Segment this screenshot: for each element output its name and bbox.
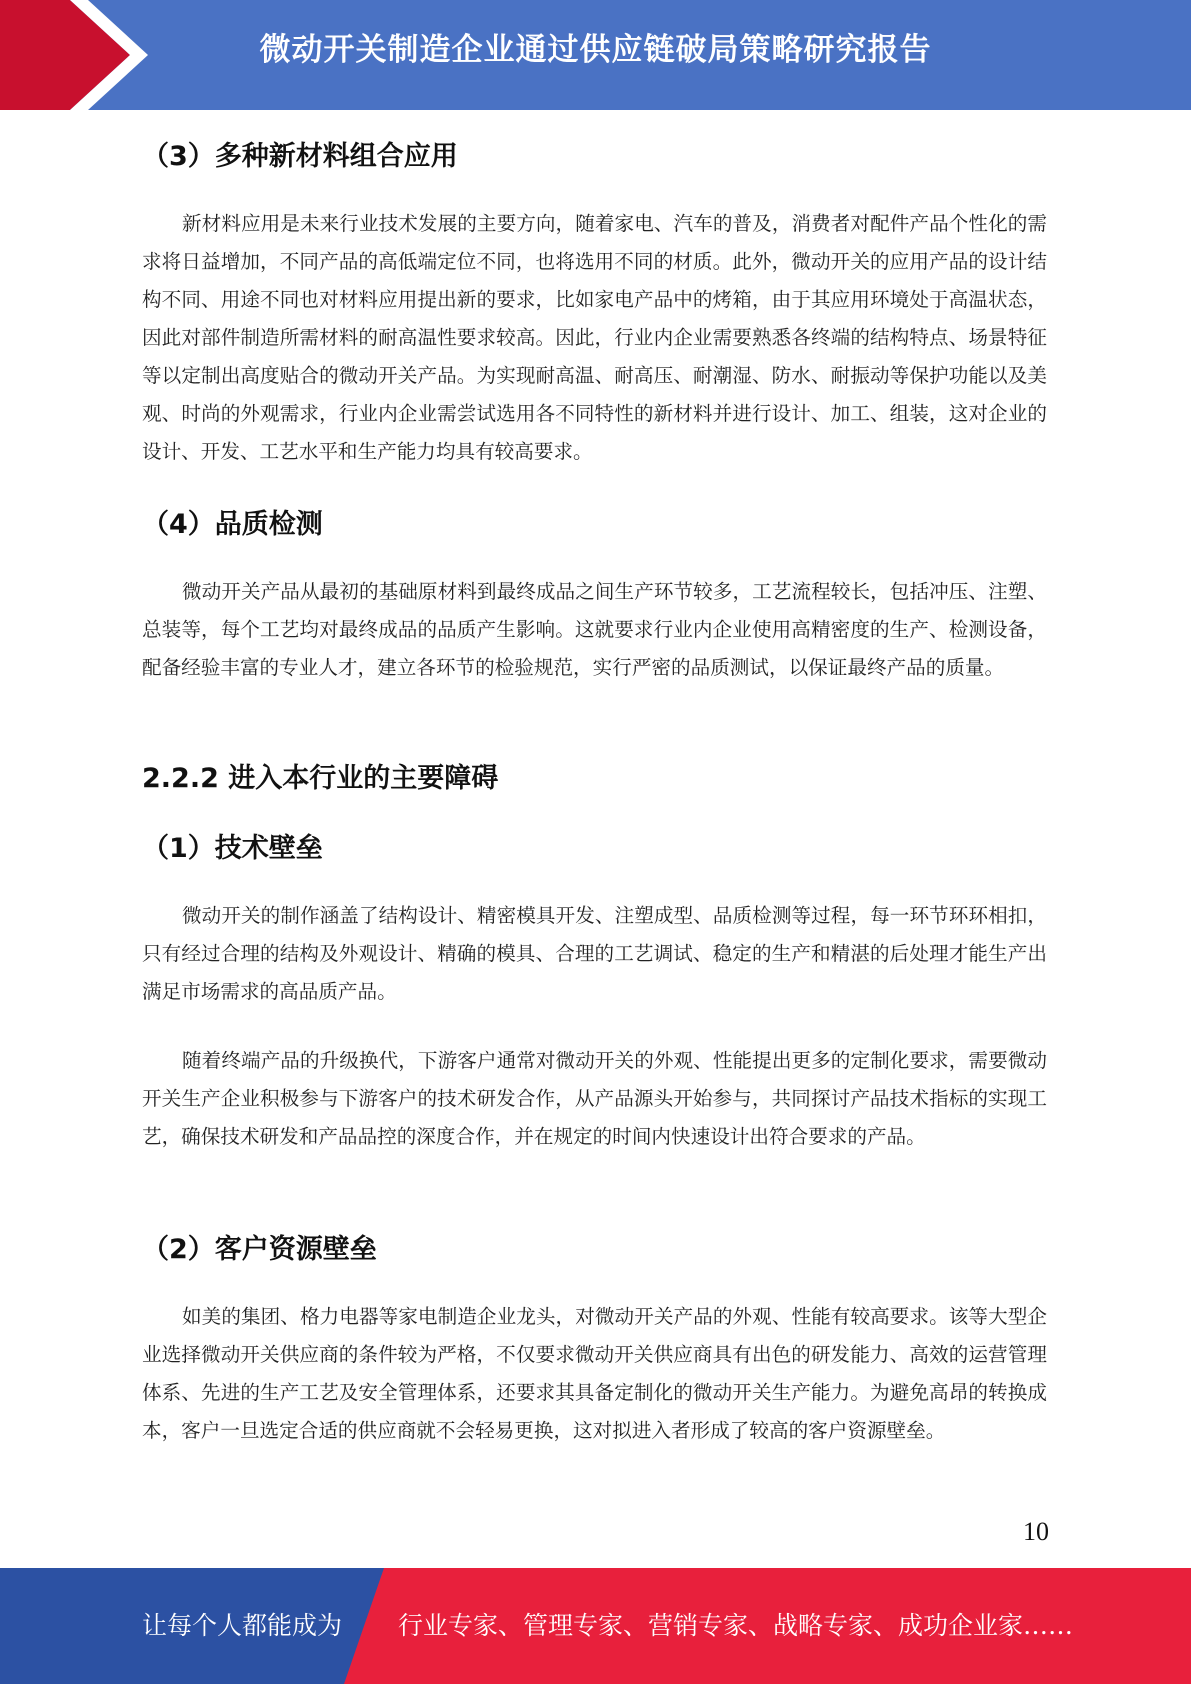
- page-number: 10: [1023, 1517, 1049, 1546]
- heading-technical-barrier: （1）技术壁垒: [142, 833, 323, 864]
- heading-customer-resource-barrier: （2）客户资源壁垒: [142, 1234, 377, 1265]
- paragraph-new-materials: 新材料应用是未来行业技术发展的主要方向，随着家电、汽车的普及，消费者对配件产品个性化的需求将日益增加，不同产品的高低端定位不同，也将选用不同的材质。此外，微动开关的应用产品的设计结构不同、用途不同也对材料应用提出新的要求，比如家电产品中的烤箱，由于其应用环境处于高温状态，因此对部件制造所需材料的耐高温性要求较高。因此，行业内企业需要熟悉各终端的结构特点、场景特征等以定制出高度贴合的微动开关产品。为实现耐高温、耐高压、耐潮湿、防水、耐振动等保护功能以及美观、时尚的外观需求，行业内企业需尝试选用各不同特性的新材料并进行设计、加工、组装，这对企业的设计、开发、工艺水平和生产能力均具有较高要求。: [142, 212, 1047, 463]
- heading-new-materials: （3）多种新材料组合应用: [142, 141, 458, 172]
- heading-quality-inspection: （4）品质检测: [142, 509, 323, 540]
- footer-banner: [0, 1568, 1191, 1684]
- chevron-arrow-icon: [0, 0, 150, 110]
- report-title: 微动开关制造企业通过供应链破局策略研究报告: [259, 32, 932, 68]
- paragraph-technical-barrier-1: 微动开关的制作涵盖了结构设计、精密模具开发、注塑成型、品质检测等过程，每一环节环环相扣，只有经过合理的结构及外观设计、精确的模具、合理的工艺调试、稳定的生产和精湛的后处理才能生产出满足市场需求的高品质产品。: [142, 904, 1047, 1003]
- paragraph-customer-resource-barrier: 如美的集团、格力电器等家电制造企业龙头，对微动开关产品的外观、性能有较高要求。该等大型企业选择微动开关供应商的条件较为严格，不仅要求微动开关供应商具有出色的研发能力、高效的运营管理体系、先进的生产工艺及安全管理体系，还要求其具备定制化的微动开关生产能力。为避免高昂的转换成本，客户一旦选定合适的供应商就不会轻易更换，这对拟进入者形成了较高的客户资源壁垒。: [142, 1305, 1047, 1442]
- footer-slogan-left: 让每个人都能成为: [142, 1611, 343, 1640]
- footer-slogan-right: 行业专家、管理专家、营销专家、战略专家、成功企业家……: [398, 1611, 1074, 1640]
- header-banner: [0, 0, 1191, 110]
- section-heading-entry-barriers: 2.2.2 进入本行业的主要障碍: [142, 763, 499, 794]
- paragraph-technical-barrier-2: 随着终端产品的升级换代，下游客户通常对微动开关的外观、性能提出更多的定制化要求，需要微动开关生产企业积极参与下游客户的技术研发合作，从产品源头开始参与，共同探讨产品技术指标的实现工艺，确保技术研发和产品品控的深度合作，并在规定的时间内快速设计出符合要求的产品。: [142, 1049, 1047, 1148]
- paragraph-quality-inspection: 微动开关产品从最初的基础原材料到最终成品之间生产环节较多，工艺流程较长，包括冲压、注塑、总装等，每个工艺均对最终成品的品质产生影响。这就要求行业内企业使用高精密度的生产、检测设备，配备经验丰富的专业人才，建立各环节的检验规范，实行严密的品质测试，以保证最终产品的质量。: [142, 580, 1047, 679]
